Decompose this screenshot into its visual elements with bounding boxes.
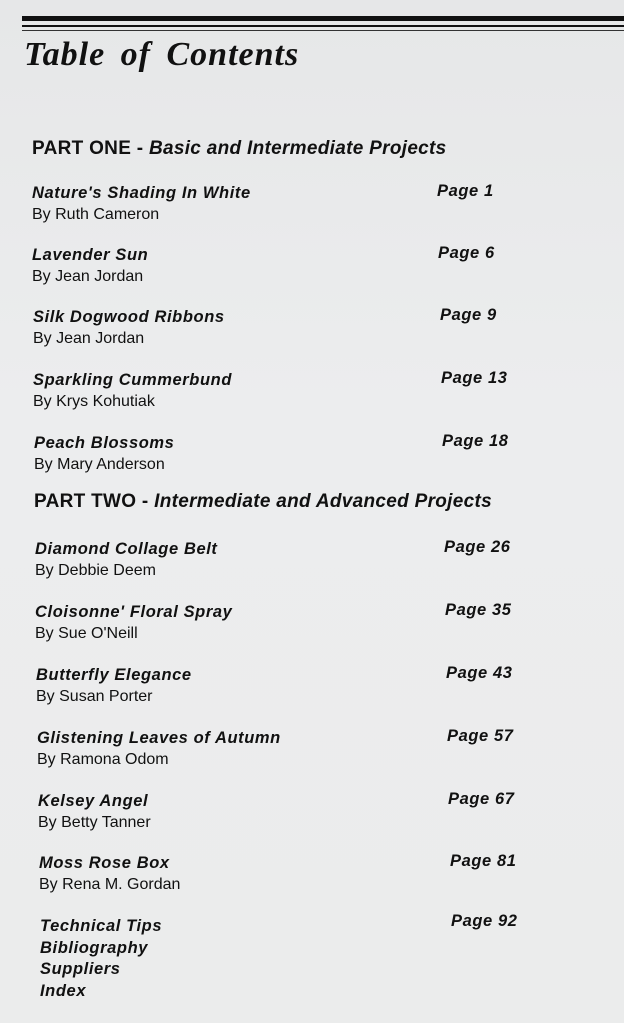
toc-entry	[35, 540, 595, 584]
entry-author: By Rena M. Gordan	[39, 876, 181, 893]
entry-title: Glistening Leaves of Autumn	[37, 729, 281, 747]
entry-title: Nature's Shading In White	[32, 184, 251, 202]
entry-page: Page 6	[438, 244, 495, 262]
back-matter-list	[40, 916, 162, 1002]
header-rule-hairline	[22, 30, 624, 31]
part-two-label: PART TWO	[34, 491, 137, 512]
part-one-separator: -	[131, 138, 149, 159]
toc-entry	[32, 246, 592, 290]
part-one-label: PART ONE	[32, 138, 132, 159]
entry-author: By Jean Jordan	[32, 268, 144, 285]
entry-page: Page 35	[445, 601, 512, 619]
entry-author: By Jean Jordan	[33, 330, 145, 347]
entry-author: By Debbie Deem	[35, 562, 156, 579]
header-rule-thick	[22, 16, 624, 21]
entry-page: Page 1	[437, 182, 494, 200]
entry-page: Page 67	[448, 790, 515, 808]
toc-entry	[36, 666, 596, 710]
entry-title: Lavender Sun	[32, 246, 149, 264]
entry-author: By Krys Kohutiak	[33, 393, 155, 410]
part-two-subtitle: Intermediate and Advanced Projects	[154, 491, 492, 512]
toc-entry	[35, 603, 595, 647]
entry-title: Cloisonne' Floral Spray	[35, 603, 233, 621]
entry-author: By Ramona Odom	[37, 751, 169, 768]
header-rule-thin	[22, 25, 624, 27]
toc-entry	[32, 184, 592, 228]
back-matter-index: Index	[40, 981, 87, 1000]
entry-page: Page 26	[444, 538, 511, 556]
entry-author: By Betty Tanner	[38, 814, 151, 831]
toc-entry	[33, 308, 593, 352]
part-one-subtitle: Basic and Intermediate Projects	[148, 138, 447, 159]
entry-title: Butterfly Elegance	[36, 666, 192, 684]
entry-title: Sparkling Cummerbund	[33, 371, 233, 389]
toc-entry	[34, 434, 594, 478]
entry-page: Page 13	[441, 369, 508, 387]
entry-title: Diamond Collage Belt	[35, 540, 218, 558]
back-matter-suppliers: Suppliers	[40, 960, 121, 978]
toc-entry	[37, 729, 597, 773]
entry-title: Kelsey Angel	[38, 792, 149, 810]
entry-author: By Sue O'Neill	[35, 625, 138, 642]
toc-entry	[33, 371, 593, 415]
entry-author: By Susan Porter	[36, 688, 153, 705]
toc-entry	[39, 854, 599, 898]
entry-page: Page 9	[440, 306, 497, 324]
part-two-separator: -	[136, 491, 155, 512]
entry-author: By Mary Anderson	[34, 456, 165, 473]
toc-entry	[38, 792, 598, 836]
back-matter-page: Page 92	[451, 912, 518, 930]
entry-page: Page 18	[442, 432, 509, 450]
entry-page: Page 57	[447, 727, 514, 745]
entry-title: Peach Blossoms	[34, 434, 175, 452]
back-matter-bibliography: Bibliography	[40, 938, 149, 957]
entry-author: By Ruth Cameron	[32, 206, 160, 223]
entry-page: Page 43	[446, 664, 513, 682]
part-two-heading	[34, 491, 492, 513]
part-one-heading	[32, 138, 447, 160]
entry-page: Page 81	[450, 852, 517, 870]
entry-title: Silk Dogwood Ribbons	[33, 308, 225, 326]
back-matter-technical-tips: Technical Tips	[40, 917, 163, 935]
entry-title: Moss Rose Box	[39, 854, 170, 872]
page-title: Table of Contents	[24, 36, 300, 73]
